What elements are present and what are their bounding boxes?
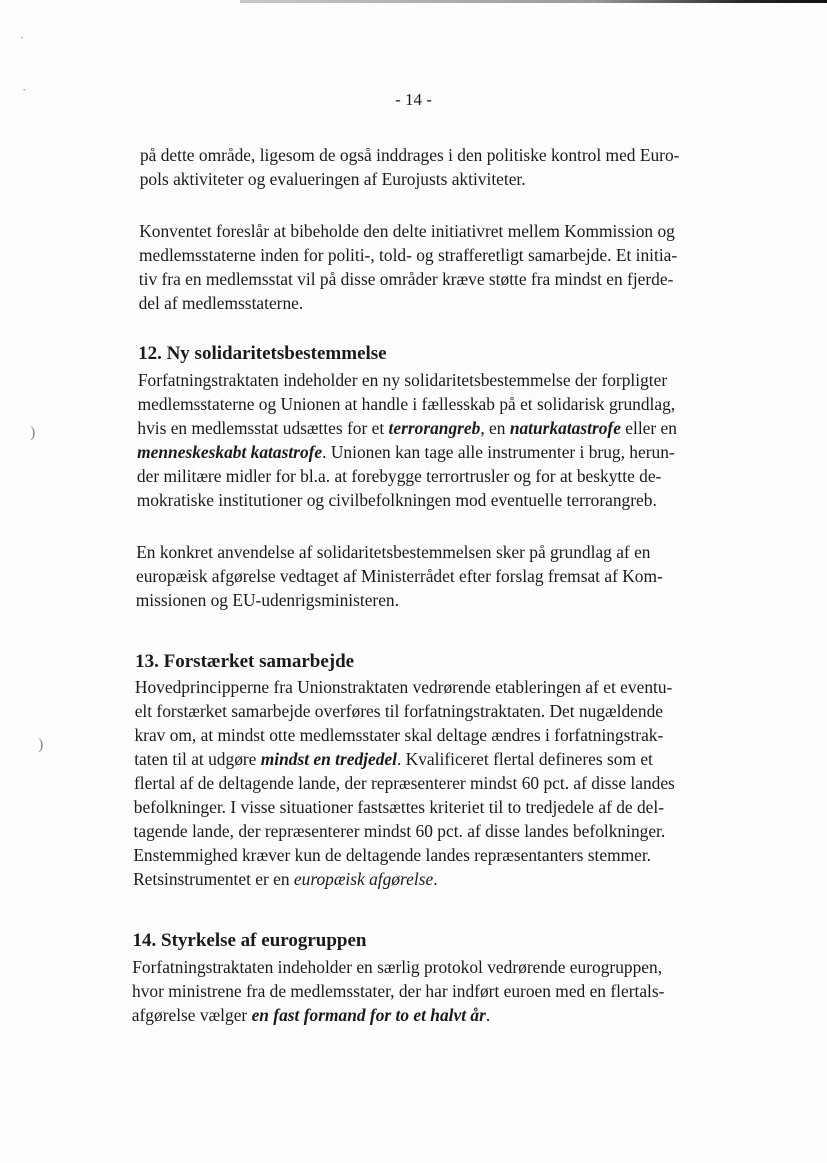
section-heading: 14. Styrkelse af eurogruppen bbox=[132, 930, 367, 951]
text-run: . bbox=[485, 1005, 491, 1025]
text-run: mokratiske institutioner og civilbefolkningen mod eventuelle terrorangreb. bbox=[136, 490, 657, 510]
text-line bbox=[135, 675, 672, 699]
text-line bbox=[139, 267, 674, 291]
text-line bbox=[138, 392, 676, 416]
text-run: En konkret anvendelse af solidaritetsbestemmelsen sker på grundlag af en bbox=[136, 542, 651, 562]
text-run: europæisk afgørelse vedtaget af Ministerrådet efter forslag fremsat af Kom- bbox=[135, 566, 663, 586]
text-run: pols aktiviteter og evalueringen af Eurojusts aktiviteter. bbox=[139, 169, 526, 189]
text-run: taten til at udgøre bbox=[134, 749, 261, 769]
text-run: afgørelse vælger bbox=[131, 1005, 252, 1025]
text-line bbox=[136, 564, 663, 588]
punch-hole-mark: ) bbox=[38, 736, 44, 753]
text-run: . Unionen kan tage alle instrumenter i brug, herun- bbox=[322, 442, 675, 462]
scan-speck: · bbox=[20, 30, 25, 45]
text-run: på dette område, ligesom de også inddrages i den politiske kontrol med Euro- bbox=[139, 145, 680, 165]
text-run: hvor ministrene fra de medlemsstater, der har indført euroen med en flertals- bbox=[132, 981, 665, 1001]
text-run: krav om, at mindst otte medlemsstater skal deltage ændres i forfatningstrak- bbox=[134, 725, 664, 745]
text-line bbox=[139, 219, 675, 243]
text-line bbox=[136, 540, 650, 564]
text-line bbox=[134, 795, 664, 819]
text-line bbox=[137, 440, 675, 464]
text-run: medlemsstaterne og Unionen at handle i fællesskab på et solidarisk grundlag, bbox=[137, 394, 676, 414]
text-run: Enstemmighed kræver kun de deltagende landes repræsentanters stemmer. bbox=[133, 845, 652, 865]
text-line bbox=[137, 464, 661, 488]
text-run: medlemsstaterne inden for politi-, told- og strafferetligt samarbejde. Et initia- bbox=[139, 245, 678, 265]
text-run: . Kvalificeret flertal defineres som et bbox=[396, 749, 653, 769]
text-run: Forfatningstraktaten indeholder en ny solidaritetsbestemmelse der forpligter bbox=[137, 370, 668, 390]
text-run: flertal af de deltagende lande, der repræsenterer mindst 60 pct. af disse landes bbox=[134, 773, 675, 793]
emphasized-text: menneskeskabt katastrofe bbox=[137, 442, 323, 462]
text-line bbox=[133, 867, 437, 891]
text-line bbox=[134, 819, 666, 843]
text-line bbox=[132, 955, 662, 979]
text-line bbox=[137, 488, 657, 512]
text-run: Hovedprincipperne fra Unionstraktaten vedrørende etableringen af et eventu- bbox=[134, 677, 673, 697]
text-run: , en bbox=[480, 418, 510, 438]
scan-top-edge bbox=[240, 0, 827, 3]
text-run: tagende lande, der repræsenterer mindst 60 pct. af disse landes befolkninger. bbox=[133, 821, 666, 841]
text-line bbox=[134, 747, 653, 771]
text-line bbox=[139, 243, 677, 267]
section-heading: 13. Forstærket samarbejde bbox=[135, 651, 355, 672]
text-run: eller en bbox=[620, 418, 677, 438]
text-line bbox=[138, 368, 667, 392]
punch-hole-mark: ) bbox=[30, 424, 36, 441]
text-run: Retsinstrumentet er en bbox=[133, 869, 294, 889]
text-run: Konventet foreslår at bibeholde den delte initiativret mellem Kommission og bbox=[139, 221, 675, 241]
emphasized-text: mindst en tredjedel bbox=[260, 749, 397, 769]
text-line bbox=[140, 143, 679, 167]
text-run: der militære midler for bl.a. at forebygge terrortrusler og for at beskytte de- bbox=[136, 466, 662, 486]
page-number: - 14 - bbox=[395, 90, 432, 109]
emphasized-text: en fast formand for to et halvt år bbox=[251, 1005, 486, 1025]
section-heading: 12. Ny solidaritetsbestemmelse bbox=[138, 343, 387, 364]
text-line bbox=[136, 588, 399, 612]
text-run: elt forstærket samarbejde overføres til forfatningstraktaten. Det nugældende bbox=[134, 701, 663, 721]
text-run: tiv fra en medlemsstat vil på disse områder kræve støtte fra mindst en fjerde- bbox=[138, 269, 674, 289]
scan-speck: · bbox=[22, 82, 27, 97]
emphasized-text: europæisk afgørelse bbox=[293, 869, 434, 889]
emphasized-text: terrorangreb bbox=[388, 418, 481, 438]
text-run: . bbox=[433, 869, 438, 889]
text-run: del af medlemsstaterne. bbox=[138, 293, 304, 313]
text-line bbox=[133, 843, 651, 867]
text-run: hvis en medlemsstat udsættes for et bbox=[137, 418, 389, 438]
text-run: befolkninger. I visse situationer fastsættes kriteriet til to tredjedele af de del- bbox=[133, 797, 665, 817]
text-run: missionen og EU-udenrigsministeren. bbox=[135, 590, 399, 610]
text-line bbox=[135, 699, 663, 723]
text-line bbox=[132, 1003, 490, 1027]
text-run: Forfatningstraktaten indeholder en særlig protokol vedrørende eurogruppen, bbox=[132, 957, 663, 977]
text-line bbox=[134, 723, 663, 747]
emphasized-text: naturkatastrofe bbox=[509, 418, 621, 438]
text-line bbox=[140, 167, 526, 191]
text-line bbox=[137, 416, 677, 440]
text-line bbox=[134, 771, 675, 795]
text-line bbox=[139, 291, 304, 315]
text-line bbox=[132, 979, 664, 1003]
